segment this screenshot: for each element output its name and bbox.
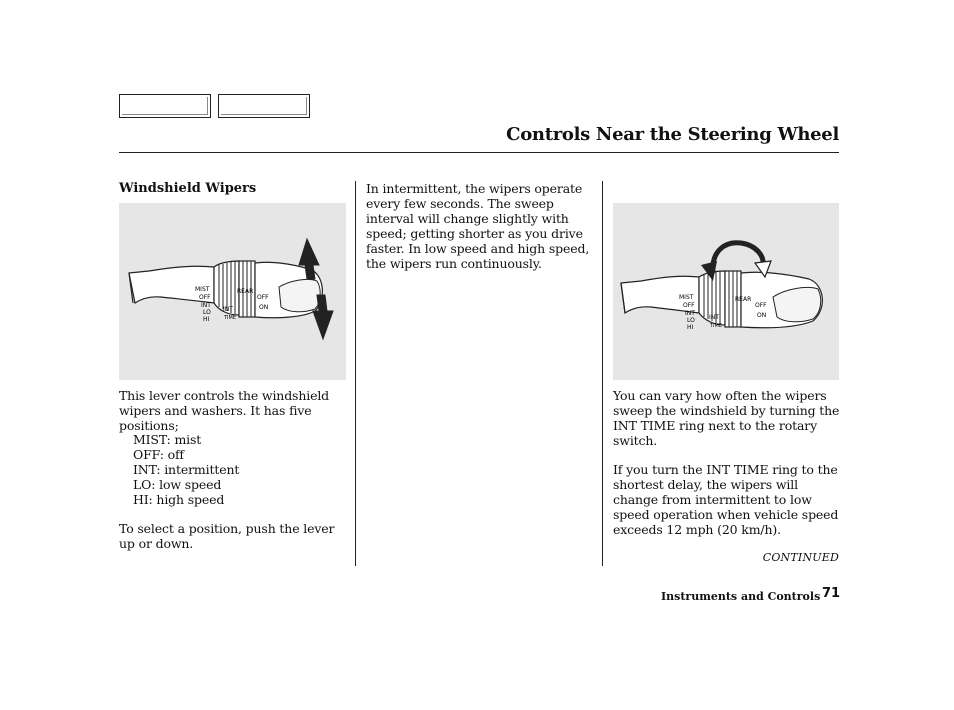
- lever-label-on-switch: ON: [259, 304, 269, 311]
- nav-tab-next[interactable]: [218, 94, 310, 118]
- wiper-lever-drawing: [119, 203, 346, 380]
- int-time-text: You can vary how often the wipers sweep the windshield by turning the INT TIME ring next to the rotary switch.: [613, 388, 840, 448]
- lever-label-hi: HI: [203, 316, 210, 323]
- int-time-ring-illustration: [613, 203, 839, 380]
- lever-label-rear: REAR: [237, 288, 254, 295]
- ring-label-hi: HI: [687, 324, 694, 331]
- int-time-ring-drawing: [613, 203, 839, 380]
- list-item: INT: intermittent: [133, 462, 240, 477]
- ring-label-int: INT: [685, 310, 695, 317]
- list-item: MIST: mist: [133, 432, 202, 447]
- lever-label-time: TIME: [224, 315, 237, 321]
- intermittent-text: In intermittent, the wipers operate every few seconds. The sweep interval will change slightly with speed; getting shorter as you drive faster. In low speed and high speed, the wipers run continuously.: [366, 181, 590, 271]
- lever-label-off: OFF: [199, 294, 211, 301]
- continued-label: CONTINUED: [762, 551, 839, 564]
- lever-label-mist: MIST: [195, 286, 210, 293]
- list-item: HI: high speed: [133, 492, 225, 507]
- lever-label-int: INT: [201, 302, 211, 309]
- select-position-text: To select a position, push the lever up or down.: [119, 521, 335, 551]
- ring-label-lo: LO: [687, 317, 695, 324]
- lever-label-off-switch: OFF: [257, 294, 269, 301]
- ring-label-int-ring: INT: [709, 314, 719, 321]
- ring-label-rear: REAR: [735, 296, 752, 303]
- column-divider-1: [355, 181, 356, 566]
- wiper-positions-list: [133, 432, 333, 507]
- section-heading: Windshield Wipers: [119, 181, 257, 196]
- ring-label-mist: MIST: [679, 294, 694, 301]
- wiper-lever-illustration: [119, 203, 346, 380]
- ring-label-off: OFF: [683, 302, 695, 309]
- ring-label-time: TIME: [710, 323, 723, 329]
- nav-tab-previous[interactable]: [119, 94, 211, 118]
- rotation-arc-icon: [713, 243, 763, 273]
- footer-section-title: Instruments and Controls: [661, 590, 821, 603]
- lever-label-int-ring: INT: [223, 306, 233, 313]
- page-number: 71: [822, 586, 841, 601]
- page-title: Controls Near the Steering Wheel: [506, 124, 839, 145]
- lever-label-lo: LO: [203, 309, 211, 316]
- ring-label-on-switch: ON: [757, 312, 767, 319]
- title-rule: [119, 152, 839, 153]
- list-item: LO: low speed: [133, 477, 222, 492]
- lever-intro-text: This lever controls the windshield wipers and washers. It has five positions;: [119, 388, 330, 433]
- column-divider-2: [602, 181, 603, 566]
- shortest-delay-text: If you turn the INT TIME ring to the shortest delay, the wipers will change from intermittent to low speed operation when vehicle speed exceeds 12 mph (20 km/h).: [613, 462, 839, 537]
- ring-label-off-switch: OFF: [755, 302, 767, 309]
- list-item: OFF: off: [133, 447, 184, 462]
